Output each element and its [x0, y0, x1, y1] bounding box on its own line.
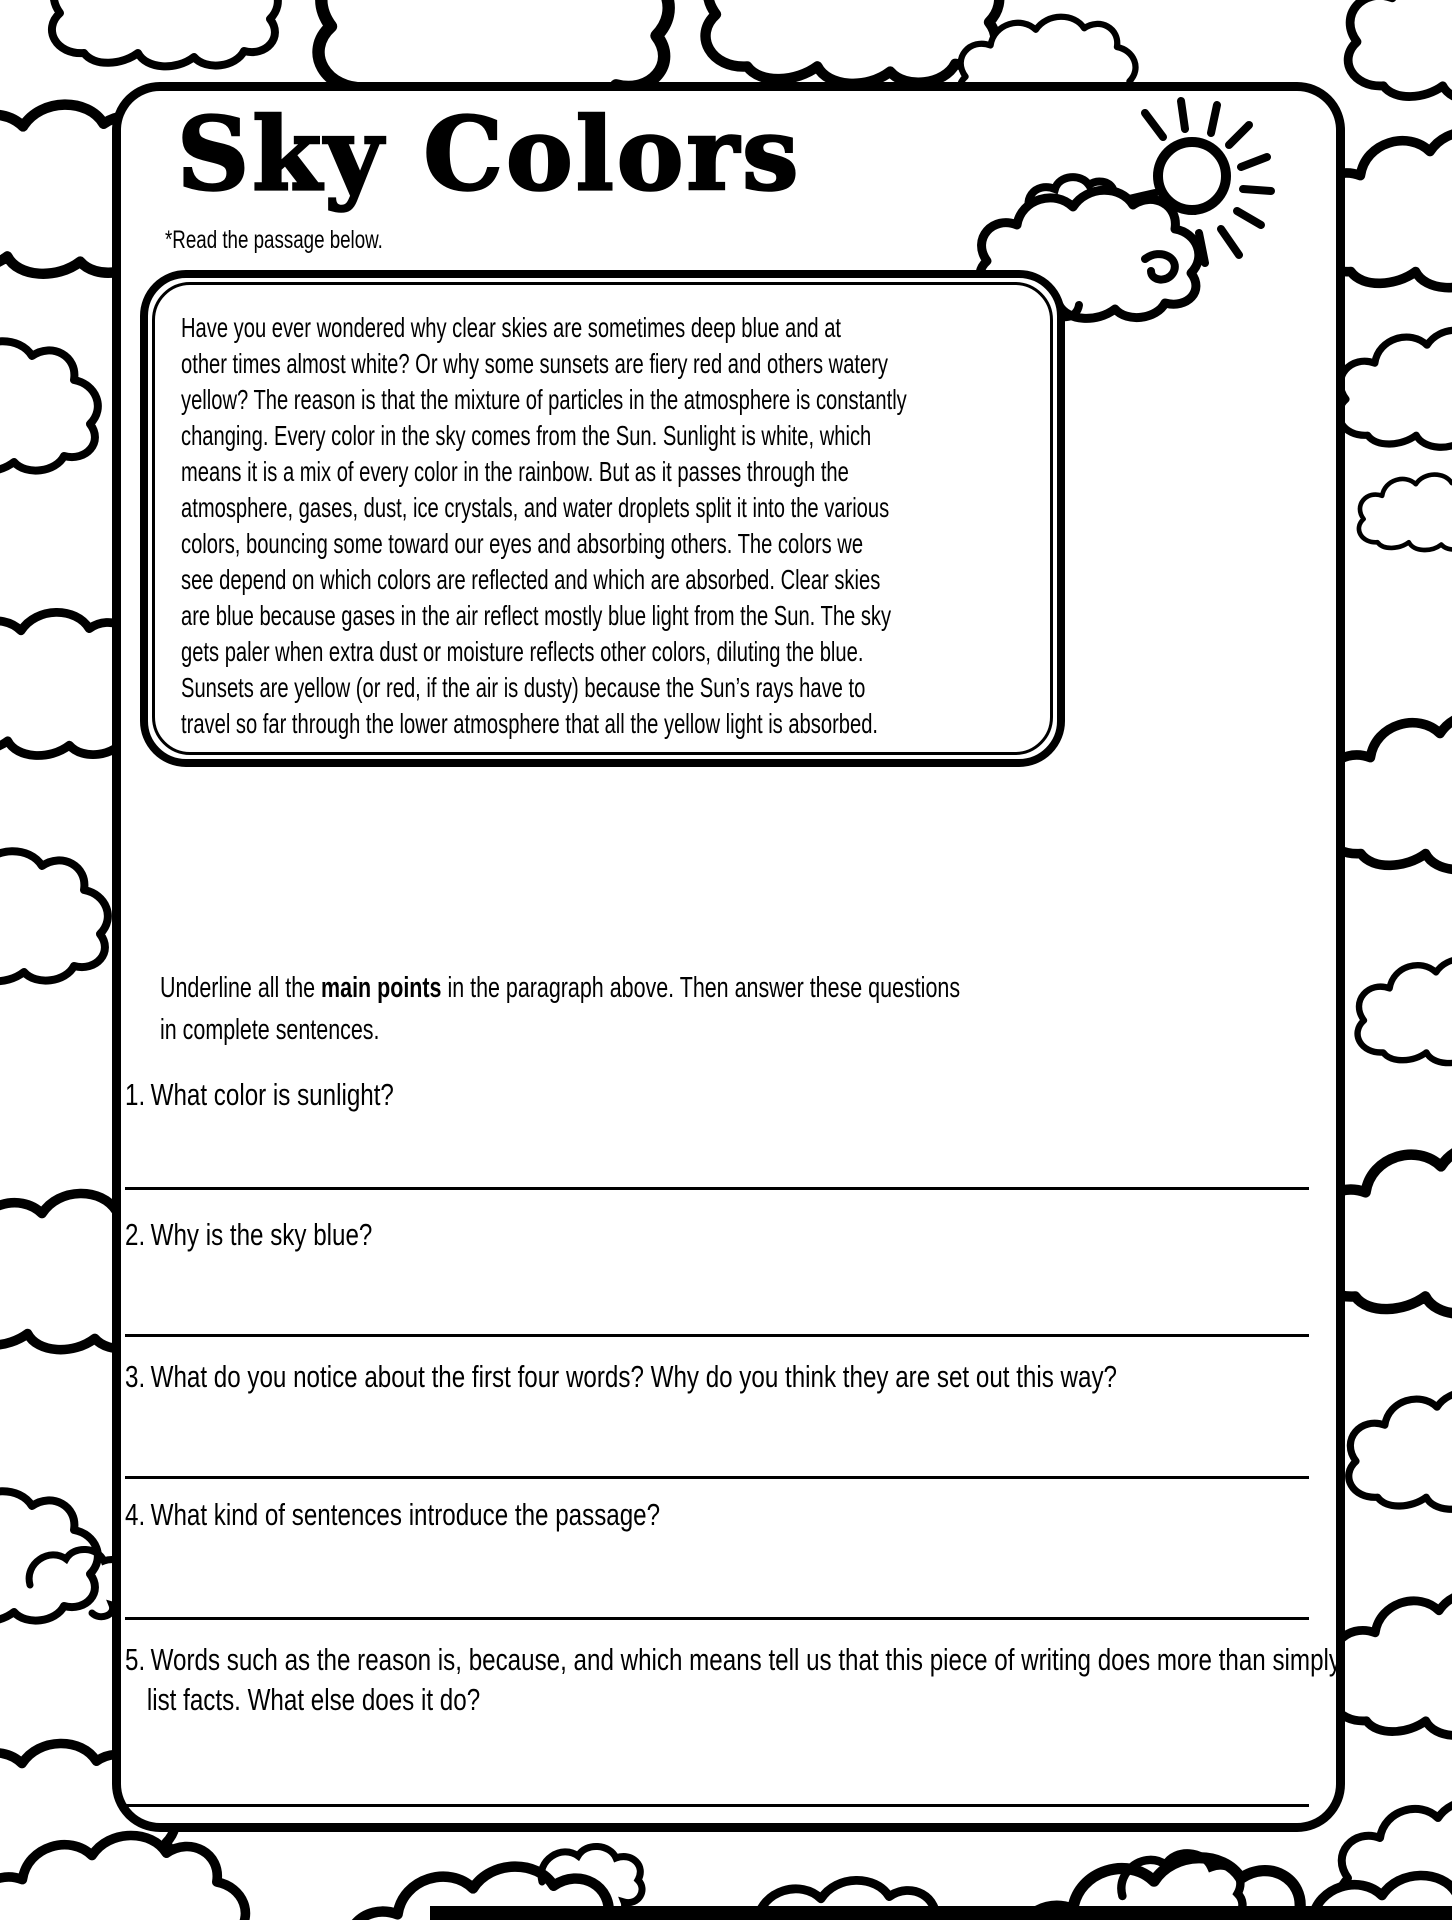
passage-line: changing. Every color in the sky comes from the Sun. Sunlight is white, which [181, 420, 872, 451]
instructions-bold: main points [321, 972, 442, 1004]
instructions-line-1 [160, 967, 1374, 1009]
passage-line: other times almost white? Or why some sunsets are fiery red and others watery [181, 348, 889, 379]
worksheet-panel [112, 82, 1345, 1832]
passage-line: gets paler when extra dust or moisture reflects other colors, diluting the blue. [181, 636, 864, 667]
question-2 [125, 1215, 1341, 1255]
passage-line: are blue because gases in the air reflect mostly blue light from the Sun. The sky [181, 600, 892, 631]
answer-line-2 [125, 1334, 1309, 1337]
question-3 [125, 1357, 1341, 1397]
passage-line: atmosphere, gases, dust, ice crystals, and water droplets split it into the various [181, 492, 890, 523]
question-number: 4. [125, 1497, 146, 1532]
question-number: 2. [125, 1217, 146, 1252]
question-text: Why is the sky blue? [150, 1217, 373, 1252]
instructions [160, 967, 1374, 1051]
passage-line: Sunsets are yellow (or red, if the air is dusty) because the Sun’s rays have to [181, 672, 866, 703]
passage-line: colors, bouncing some toward our eyes and absorbing others. The colors we [181, 528, 864, 559]
passage-line: travel so far through the lower atmosphere that all the yellow light is absorbed. [181, 708, 879, 739]
question-text: What color is sunlight? [150, 1077, 394, 1112]
passage-line: yellow? The reason is that the mixture of particles in the atmosphere is constantly [181, 384, 907, 415]
passage-line: means it is a mix of every color in the rainbow. But as it passes through the [181, 456, 849, 487]
question-number: 5. [125, 1642, 146, 1677]
answer-line-5 [125, 1804, 1309, 1807]
worksheet-title: Sky Colors [177, 95, 802, 213]
question-number: 3. [125, 1359, 146, 1394]
question-5 [125, 1640, 1341, 1720]
instructions-line-2: in complete sentences. [160, 1014, 380, 1046]
passage-line: Have you ever wondered why clear skies are sometimes deep blue and at [181, 312, 842, 343]
question-4 [125, 1495, 1341, 1535]
passage-line: see depend on which colors are reflected and which are absorbed. Clear skies [181, 564, 881, 595]
question-1 [125, 1075, 1341, 1115]
question-text: What do you notice about the first four words? Why do you think they are set out this way? [150, 1359, 1118, 1394]
answer-line-4 [125, 1617, 1309, 1620]
passage-text [181, 310, 1091, 742]
question-text: What kind of sentences introduce the passage? [150, 1497, 661, 1532]
read-note: *Read the passage below. [165, 226, 383, 254]
instructions-pre: Underline all the [160, 972, 322, 1004]
question-number: 1. [125, 1077, 146, 1112]
passage-box [140, 270, 1065, 767]
instructions-post: in the paragraph above. Then answer these questions [441, 972, 961, 1004]
question-text: Words such as the reason is, because, and which means tell us that this piece of writing does more than simply list facts. What else does it do? [146, 1642, 1341, 1717]
answer-line-3 [125, 1476, 1309, 1479]
answer-line-1 [125, 1187, 1309, 1190]
